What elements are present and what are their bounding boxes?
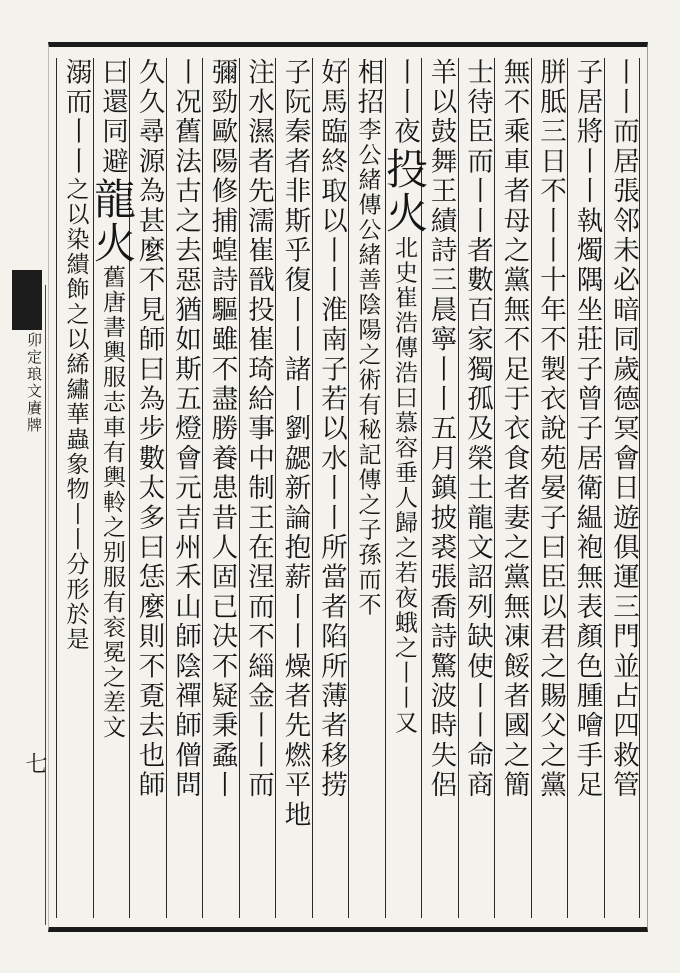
text-segment: 丨况舊法古之去惡猶如斯五燈會元吉州禾山師陰禪師僧問 (170, 58, 201, 801)
margin-page-number: 七 (22, 752, 47, 774)
text-column (202, 58, 239, 918)
text-segment: 子居將丨丨執燭隅坐莊子曾子居衛緼袍無表顏色腫噲手足 (571, 58, 603, 801)
margin-ink-block (12, 270, 42, 330)
column-text (495, 58, 532, 918)
column-text (605, 58, 642, 918)
text-column (166, 58, 203, 918)
text-segment: 舊唐書輿服志車有輿軨之别服有衮冕之差文 (99, 264, 125, 740)
text-column (458, 58, 495, 918)
column-text (349, 58, 386, 918)
column-text (532, 58, 569, 918)
text-segment: 注水濕者先濡崔戩投崔琦給事中制王在涅而不緇金丨丨而 (243, 58, 274, 801)
text-segment: 之以染繢飾之以絺繡華蟲象物丨丨分形於是 (62, 176, 89, 652)
text-segment: 久久尋源為甚麼不見師曰為步數太多曰恁麼則不覔去也師 (133, 58, 165, 801)
text-segment: 胼胝三日不丨丨十年不製衣說苑晏子曰臣以君之賜父之黨 (535, 58, 566, 801)
text-column (88, 58, 137, 918)
column-text (459, 58, 496, 918)
column-text (380, 58, 429, 918)
text-segment: 士待臣而丨丨者數百家獨孤及榮土龍文詔列缺使丨丨命商 (462, 58, 493, 801)
column-text (88, 58, 137, 918)
text-segment: 曰還同避 (97, 58, 128, 177)
entry-heading: 龍火 (88, 176, 137, 265)
text-segment: 無不乘車者母之黨無不足于衣食者妻之黨無凍餒者國之簡 (498, 58, 530, 801)
text-segment: 好馬臨終取以丨丨淮南子若以水丨丨所當者陷所薄者移捞 (316, 58, 347, 801)
column-text (57, 58, 94, 918)
text-segment: 溺而丨丨 (60, 58, 92, 177)
column-text (276, 58, 313, 918)
text-column (239, 58, 276, 918)
text-segment: 羊以鼓舞王績詩三晨寧丨丨五月鎮披裘張喬詩驚波時失侶 (425, 58, 457, 801)
text-column (380, 58, 429, 918)
text-column (312, 58, 349, 918)
text-column (348, 58, 385, 918)
entry-heading: 投火 (380, 147, 429, 236)
column-text (203, 58, 240, 918)
text-segment: 相招 (352, 58, 384, 118)
text-column (56, 58, 93, 918)
margin-label: 卯定琅文賡牌 (25, 332, 43, 434)
column-text (313, 58, 350, 918)
text-column (275, 58, 312, 918)
text-column (604, 58, 641, 918)
text-column (494, 58, 531, 918)
column-text (167, 58, 204, 918)
text-segment: 丨丨而居張邻未必暗同歲德冥會日遊俱運三門並占四救管 (608, 58, 639, 801)
text-column (531, 58, 568, 918)
column-text (568, 58, 605, 918)
text-segment: 北史崔浩傳浩曰慕容垂人歸之若夜蛾之丨丨又 (391, 235, 417, 736)
text-segment: 李公緒傳公緒善陰陽之術有秘記傳之子孫而不 (354, 117, 381, 618)
text-segment: 丨丨夜 (389, 58, 420, 148)
text-column (567, 58, 604, 918)
text-segment: 子阮秦者非斯乎復丨丨諸丨劉勰新論抱薪丨丨燥者先燃平地 (279, 58, 311, 831)
column-text (240, 58, 277, 918)
text-segment: 彌勁歐陽修捕蝗詩驅雖不盡勝養患昔人固已决不疑秉蟊丨 (206, 58, 238, 801)
